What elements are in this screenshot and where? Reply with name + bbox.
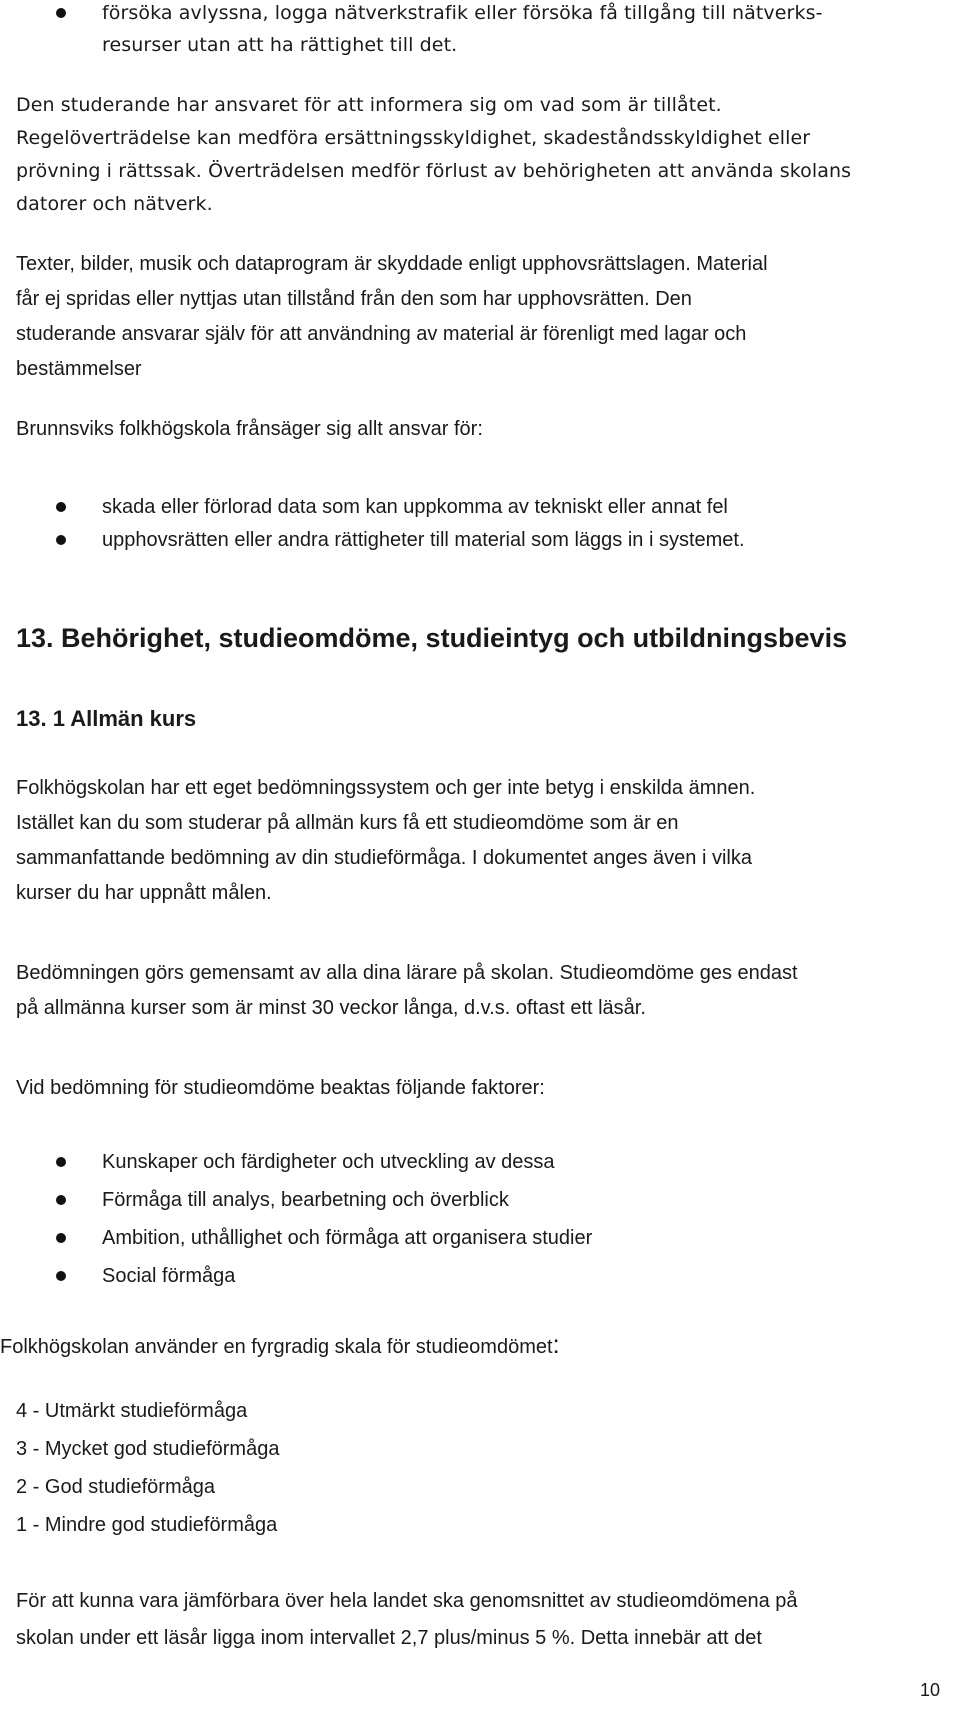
text-line: Den studerande har ansvaret för att informera sig om vad som är tillåtet. bbox=[16, 94, 722, 116]
list-item-text: resurser utan att ha rättighet till det. bbox=[102, 34, 458, 56]
list-item-text: skada eller förlorad data som kan uppkomma av tekniskt eller annat fel bbox=[102, 496, 728, 518]
text-line: Bedömningen görs gemensamt av alla dina lärare på skolan. Studieomdöme ges endast bbox=[16, 962, 798, 984]
list-item bbox=[56, 523, 936, 557]
list-item bbox=[56, 490, 936, 524]
scale-item: 2 - God studieförmåga bbox=[16, 1476, 215, 1498]
factors-intro: Vid bedömning för studieomdöme beaktas följande faktorer: bbox=[16, 1077, 545, 1099]
text-line: Istället kan du som studerar på allmän kurs få ett studieomdöme som är en bbox=[16, 812, 679, 834]
bullet-icon bbox=[56, 1157, 66, 1167]
bullet-icon bbox=[56, 1271, 66, 1281]
bullet-icon bbox=[56, 535, 66, 545]
text-line: kurser du har uppnått målen. bbox=[16, 882, 272, 904]
list-item bbox=[56, 0, 936, 64]
scale-intro bbox=[0, 1327, 560, 1364]
list-item-text: Förmåga till analys, bearbetning och överblick bbox=[102, 1189, 509, 1211]
list-item bbox=[56, 1145, 936, 1179]
disclaimer-intro: Brunnsviks folkhögskola frånsäger sig allt ansvar för: bbox=[16, 418, 483, 440]
text-line: prövning i rättssak. Överträdelsen medför förlust av behörigheten att använda skolans bbox=[16, 160, 852, 182]
list-item-text: upphovsrätten eller andra rättigheter till material som läggs in i systemet. bbox=[102, 529, 745, 551]
list-item-text: försöka avlyssna, logga nätverkstrafik eller försöka få tillgång till nätverks- bbox=[102, 2, 823, 24]
scale-intro-colon: : bbox=[552, 1329, 560, 1359]
scale-intro-text: Folkhögskolan använder en fyrgradig skala för studieomdömet bbox=[0, 1336, 553, 1358]
bullet-icon bbox=[56, 1195, 66, 1205]
scale-item: 3 - Mycket god studieförmåga bbox=[16, 1438, 280, 1460]
list-item bbox=[56, 1221, 936, 1255]
list-item bbox=[56, 1259, 936, 1293]
text-line: skolan under ett läsår ligga inom intervallet 2,7 plus/minus 5 %. Detta innebär att det bbox=[16, 1627, 762, 1649]
text-line: datorer och nätverk. bbox=[16, 193, 213, 215]
bullet-icon bbox=[56, 1233, 66, 1243]
list-item bbox=[56, 1183, 936, 1217]
scale-item: 1 - Mindre god studieförmåga bbox=[16, 1514, 278, 1536]
text-line: på allmänna kurser som är minst 30 veckor långa, d.v.s. oftast ett läsår. bbox=[16, 997, 646, 1019]
section-heading: 13. Behörighet, studieomdöme, studieintyg och utbildningsbevis bbox=[16, 623, 848, 653]
list-item-text: Kunskaper och färdigheter och utveckling av dessa bbox=[102, 1151, 555, 1173]
text-line: Regelöverträdelse kan medföra ersättningsskyldighet, skadeståndsskyldighet eller bbox=[16, 127, 811, 149]
text-line: får ej spridas eller nyttjas utan tillstånd från den som har upphovsrätten. Den bbox=[16, 288, 692, 310]
subsection-heading: 13. 1 Allmän kurs bbox=[16, 706, 197, 731]
list-item-text: Social förmåga bbox=[102, 1265, 236, 1287]
page-number: 10 bbox=[919, 1680, 940, 1700]
text-line: Folkhögskolan har ett eget bedömningssystem och ger inte betyg i enskilda ämnen. bbox=[16, 777, 756, 799]
bullet-icon bbox=[56, 502, 66, 512]
text-line: Texter, bilder, musik och dataprogram är skyddade enligt upphovsrättslagen. Material bbox=[16, 253, 768, 275]
text-line: För att kunna vara jämförbara över hela landet ska genomsnittet av studieomdömena på bbox=[16, 1590, 798, 1612]
bullet-icon bbox=[56, 8, 66, 18]
list-item-text: Ambition, uthållighet och förmåga att organisera studier bbox=[102, 1227, 593, 1249]
text-line: bestämmelser bbox=[16, 358, 142, 380]
scale-item: 4 - Utmärkt studieförmåga bbox=[16, 1400, 248, 1422]
text-line: sammanfattande bedömning av din studieförmåga. I dokumentet anges även i vilka bbox=[16, 847, 752, 869]
text-line: studerande ansvarar själv för att användning av material är förenligt med lagar och bbox=[16, 323, 747, 345]
